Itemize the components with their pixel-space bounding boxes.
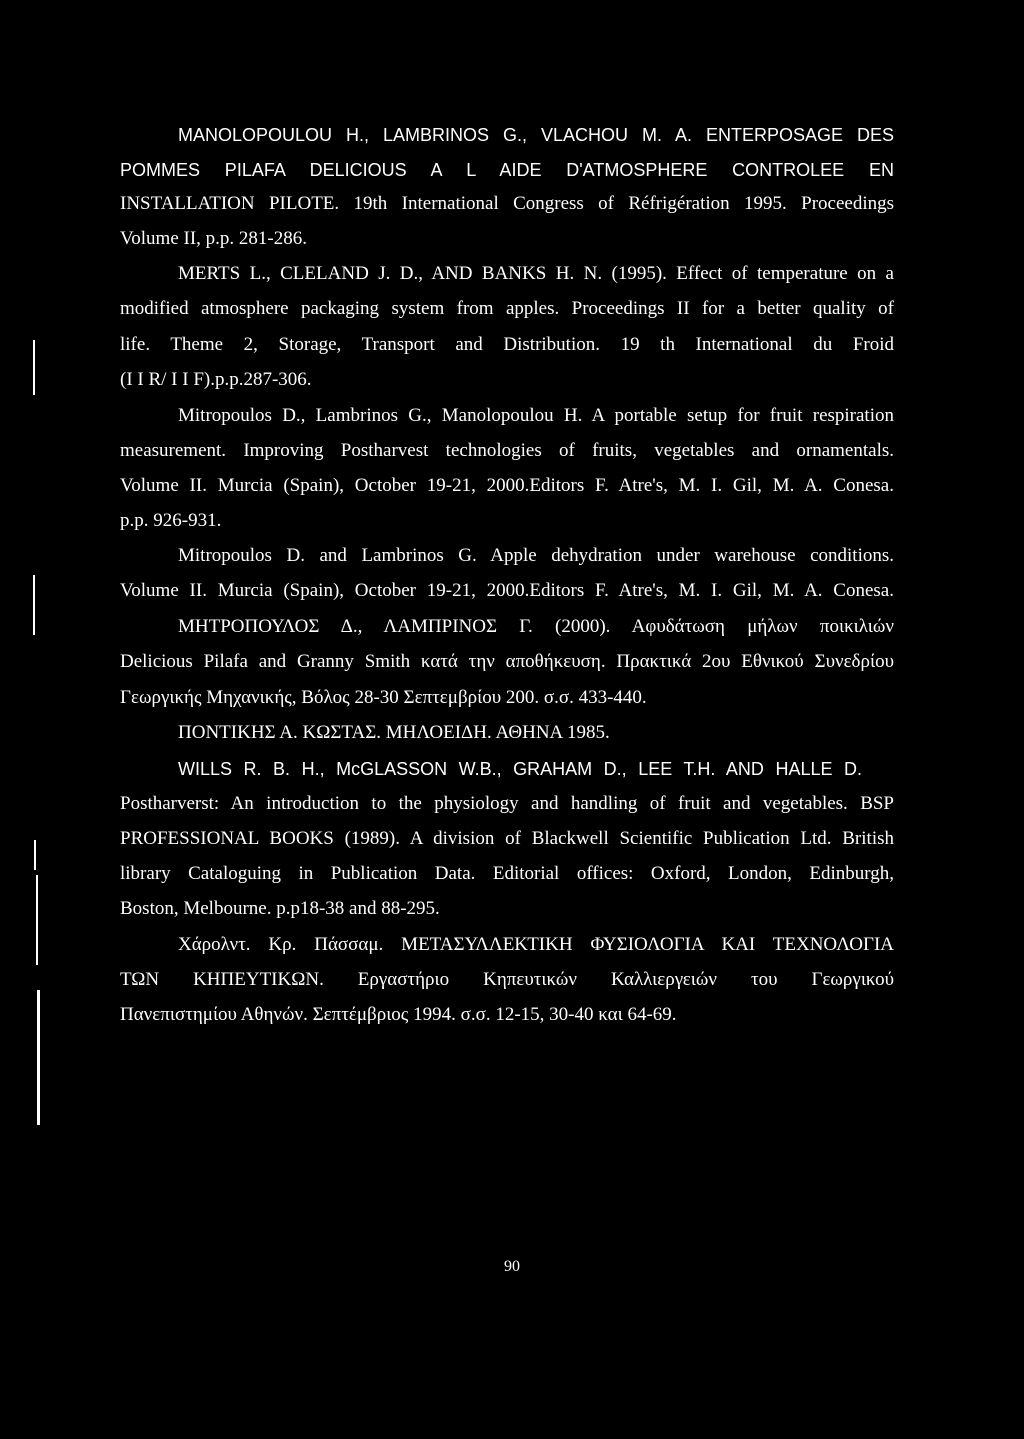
reference-line <box>0 685 1024 711</box>
reference-text: measurement. Improving Postharvest technologies of fruits, vegetables and ornamentals. <box>120 440 894 461</box>
reference-text: Volume II. Murcia (Spain), October 19-21, 2000.Editors F. Atre's, M. I. Gil, M. A. Conesa. <box>120 475 894 496</box>
reference-line <box>0 932 1024 958</box>
reference-line <box>0 720 1024 746</box>
reference-text: library Cataloguing in Publication Data. Editorial offices: Oxford, London, Edinburgh, <box>120 863 894 884</box>
reference-text: MANOLOPOULOU H., LAMBRINOS G., VLACHOU M. A. ENTERPOSAGE DES <box>178 125 894 145</box>
reference-text: Delicious Pilafa and Granny Smith κατά την αποθήκευση. Πρακτικά 2ου Εθνικού Συνεδρίου <box>120 651 894 672</box>
reference-text: (I I R/ I I F).p.p.287-306. <box>120 369 312 390</box>
reference-line <box>0 861 1024 887</box>
reference-line <box>0 826 1024 852</box>
reference-text: INSTALLATION PILOTE. 19th International Congress of Réfrigération 1995. Proceedings <box>120 193 894 214</box>
reference-text: Boston, Melbourne. p.p18-38 and 88-295. <box>120 898 440 919</box>
reference-line <box>0 122 1024 148</box>
reference-text: Πανεπιστημίου Αθηνών. Σεπτέμβριος 1994. σ.σ. 12-15, 30-40 και 64-69. <box>120 1004 677 1025</box>
reference-line <box>0 614 1024 640</box>
reference-line <box>0 896 1024 922</box>
reference-text: ΠΟΝΤΙΚΗΣ Α. ΚΩΣΤΑΣ. ΜΗΛΟΕΙΔΗ. ΑΘΗΝΑ 1985. <box>178 722 610 743</box>
reference-text: Volume II, p.p. 281-286. <box>120 228 307 249</box>
reference-line <box>0 578 1024 604</box>
reference-text: modified atmosphere packaging system from apples. Proceedings II for a better quality of <box>120 298 894 319</box>
reference-text: WILLS R. B. H., McGLASSON W.B., GRAHAM D., LEE T.H. AND HALLE D. <box>178 759 862 779</box>
reference-line <box>0 438 1024 464</box>
reference-line <box>0 1002 1024 1028</box>
reference-text: MERTS L., CLELAND J. D., AND BANKS H. N. (1995). Effect of temperature on a <box>178 263 894 284</box>
reference-line <box>0 261 1024 287</box>
reference-line <box>0 649 1024 675</box>
reference-line <box>0 191 1024 217</box>
reference-line <box>0 967 1024 993</box>
reference-text: p.p. 926-931. <box>120 510 222 531</box>
reference-line <box>0 508 1024 534</box>
reference-text: Postharverst: An introduction to the physiology and handling of fruit and vegetables. BSP <box>120 793 894 814</box>
reference-text: POMMES PILAFA DELICIOUS A L AIDE D'ATMOSPHERE CONTROLEE EN <box>120 160 894 180</box>
reference-text: PROFESSIONAL BOOKS (1989). A division of Blackwell Scientific Publication Ltd. British <box>120 828 894 849</box>
reference-text: Mitropoulos D., Lambrinos G., Manolopoulou H. A portable setup for fruit respiration <box>178 405 894 426</box>
reference-line <box>0 296 1024 322</box>
reference-text: Χάρολντ. Κρ. Πάσσαμ. ΜΕΤΑΣΥΛΛΕΚΤΙΚΗ ΦΥΣΙΟΛΟΓΙΑ ΚΑΙ ΤΕΧΝΟΛΟΓΙΑ <box>178 934 894 955</box>
reference-line <box>0 791 1024 817</box>
reference-line <box>0 473 1024 499</box>
reference-text: ΜΗΤΡΟΠΟΥΛΟΣ Δ., ΛΑΜΠΡΙΝΟΣ Γ. (2000). Αφυδάτωση μήλων ποικιλιών <box>178 616 894 637</box>
page-number: 90 <box>504 1258 520 1275</box>
reference-line <box>0 367 1024 393</box>
reference-line <box>0 332 1024 358</box>
reference-text: Mitropoulos D. and Lambrinos G. Apple dehydration under warehouse conditions. <box>178 545 894 566</box>
reference-text: Volume II. Murcia (Spain), October 19-21, 2000.Editors F. Atre's, M. I. Gil, M. A. Conesa. <box>120 580 894 601</box>
reference-text: Γεωργικής Μηχανικής, Βόλος 28-30 Σεπτεμβρίου 200. σ.σ. 433-440. <box>120 687 647 708</box>
reference-line <box>0 226 1024 252</box>
reference-line <box>0 157 1024 183</box>
reference-line <box>0 543 1024 569</box>
reference-text: life. Theme 2, Storage, Transport and Distribution. 19 th International du Froid <box>120 334 894 355</box>
reference-line <box>0 756 1024 782</box>
reference-text: ΤΩΝ ΚΗΠΕΥΤΙΚΩΝ. Εργαστήριο Κηπευτικών Καλλιεργειών του Γεωργικού <box>120 969 894 990</box>
reference-line <box>0 403 1024 429</box>
